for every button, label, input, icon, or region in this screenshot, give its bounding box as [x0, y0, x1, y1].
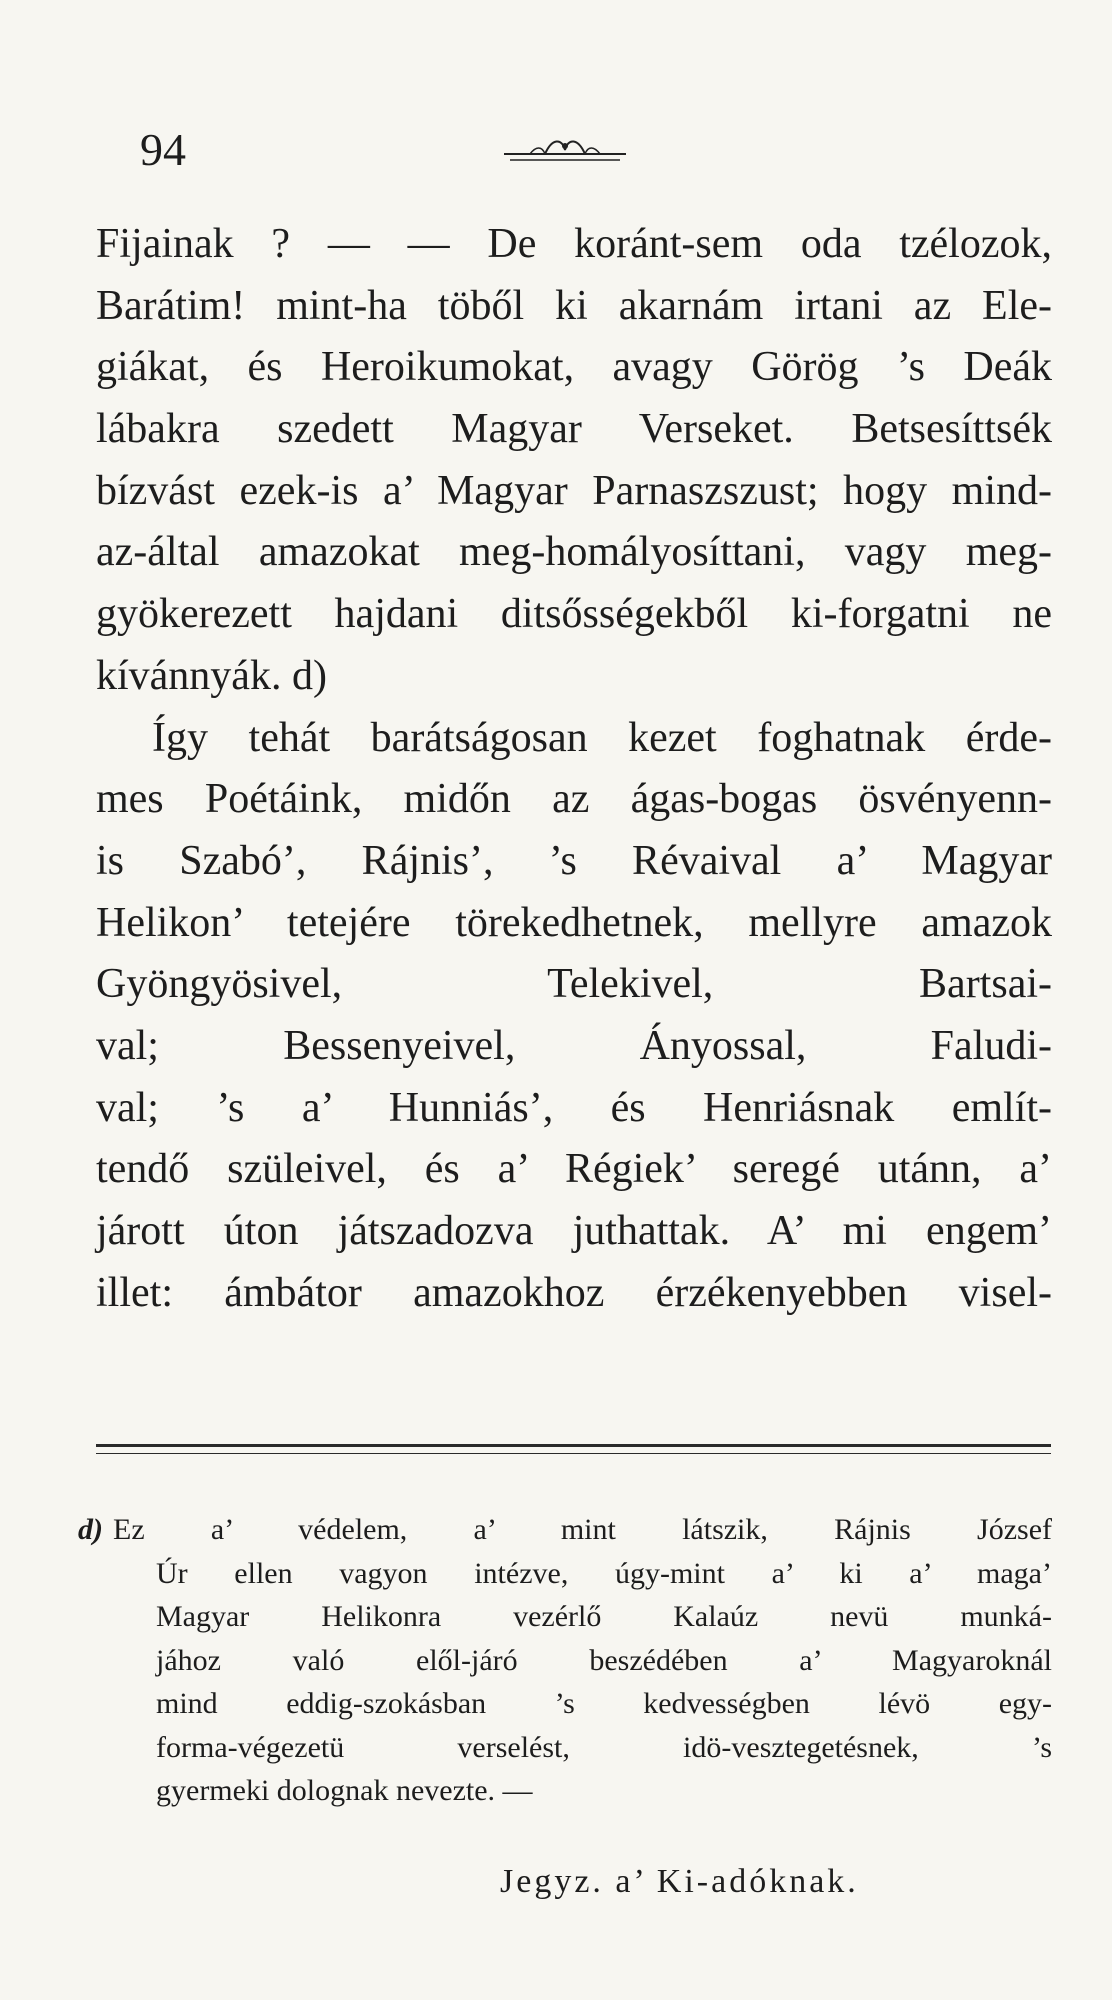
footnote-marker: d) — [78, 1513, 103, 1546]
footnote — [78, 1508, 1052, 1813]
text-line: Így tehát barátságosan kezet foghatnak érde- — [152, 714, 1052, 761]
text-line: tendő szüleivel, és a’ Régiek’ seregé utánn, a’ — [96, 1146, 1052, 1193]
page-header — [0, 122, 1112, 182]
text-line: giákat, és Heroikumokat, avagy Görög ’s Deák — [96, 344, 1052, 391]
footnote-line: gyermeki dolognak nevezte. — — [156, 1774, 533, 1807]
text-line: val; Bessenyeivel, Ányossal, Faludi- — [96, 1022, 1052, 1069]
text-line: Helikon’ tetejére törekedhetnek, mellyre amazok — [96, 899, 1052, 946]
footnote-line: jához való elől-járó beszédében a’ Magyaroknál — [156, 1643, 1052, 1677]
footnote-line-text: Ez a’ védelem, a’ mint látszik, Rájnis József — [113, 1513, 1052, 1546]
text-line: az-által amazokat meg-homályosíttani, vagy meg- — [96, 529, 1052, 576]
text-line: Fijainak ? — — De koránt-sem oda tzélozok, — [96, 221, 1052, 267]
text-line: Gyöngyösivel, Telekivel, Bartsai- — [96, 961, 1052, 1008]
text-line: is Szabó’, Rájnis’, ’s Révaival a’ Magyar — [96, 837, 1052, 884]
text-line: kívánnyák. d) — [96, 652, 327, 699]
text-line: lábakra szedett Magyar Verseket. Betsesíttsék — [96, 406, 1052, 453]
footnote-line: Magyar Helikonra vezérlő Kalaúz nevü munká- — [156, 1600, 1052, 1633]
text-line: Barátim! mint-ha töből ki akarnám irtani az Ele- — [96, 282, 1052, 329]
ornamental-divider — [500, 132, 630, 172]
text-line: gyökerezett hajdani ditsősségekből ki-forgatni ne — [96, 591, 1052, 638]
footnote-rule-thin — [96, 1453, 1051, 1454]
footnote-line — [78, 1508, 1052, 1552]
text-line: val; ’s a’ Hunniás’, és Henriásnak említ- — [96, 1084, 1052, 1131]
text-line: illet: ámbátor amazokhoz érzékenyebben visel- — [96, 1269, 1052, 1316]
text-line: mes Poétáink, midőn az ágas-bogas ösvényenn- — [96, 776, 1052, 823]
footnote-line: mind eddig-szokásban ’s kedvességben lévö egy- — [156, 1687, 1052, 1720]
text-line: járott úton játszadozva juthattak. A’ mi engem’ — [96, 1208, 1052, 1254]
footnote-rule — [96, 1444, 1051, 1447]
text-line: bízvást ezek-is a’ Magyar Parnaszszust; hogy mind- — [96, 467, 1052, 514]
footnote-signature: Jegyz. a’ Ki-adóknak. — [500, 1863, 859, 1900]
main-text — [96, 214, 1052, 1324]
footnote-line: forma-végezetü verselést, idö-vesztegetésnek, ’s — [156, 1730, 1052, 1764]
page-number: 94 — [140, 124, 186, 175]
footnote-line: Úr ellen vagyon intézve, úgy-mint a’ ki a’ maga’ — [156, 1556, 1052, 1590]
